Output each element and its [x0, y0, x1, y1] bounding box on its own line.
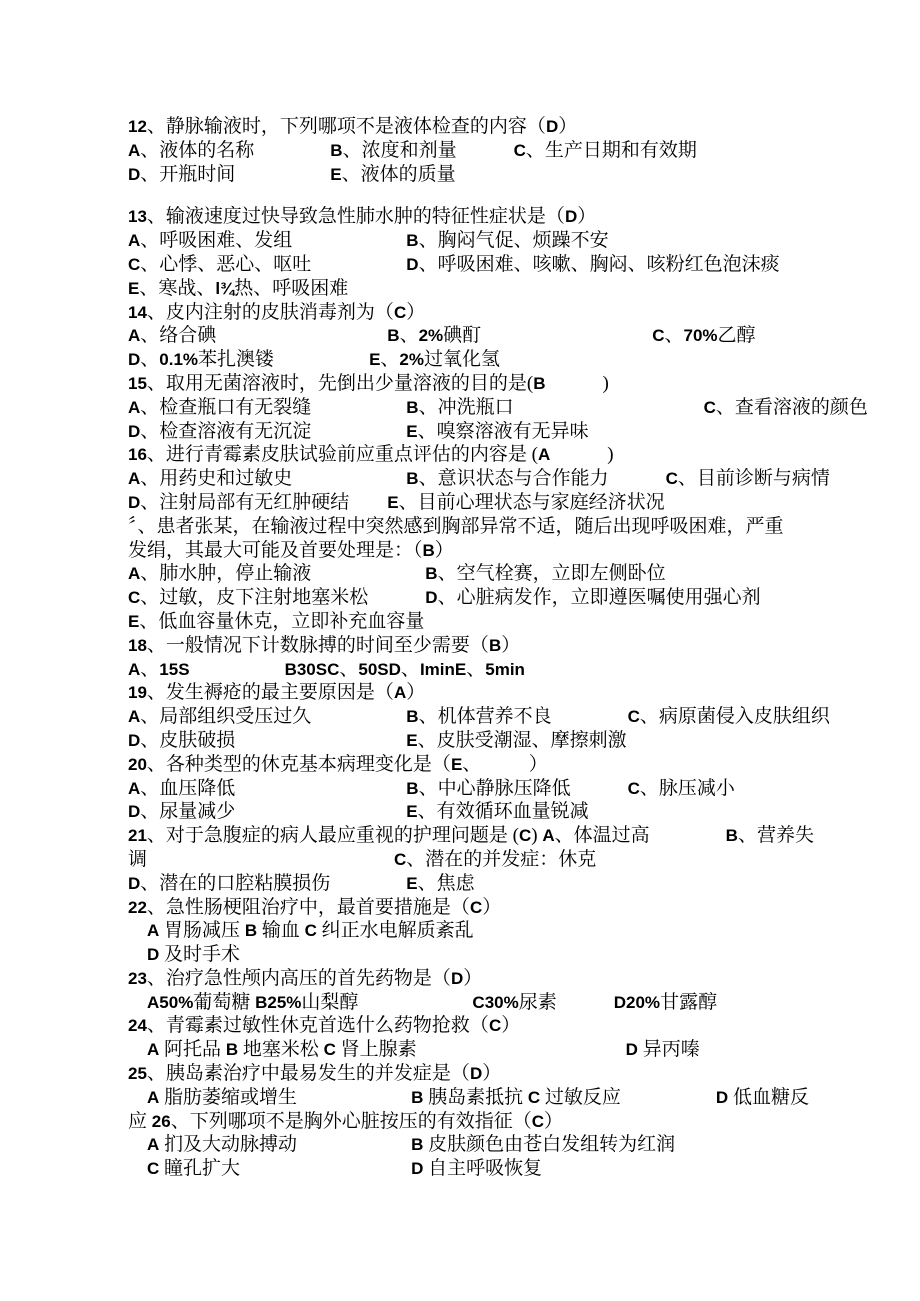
text-line: A50%葡萄糖 B25%山梨醇 C30%尿素 D20%甘露醇	[147, 991, 718, 1013]
text-line: 18、一般情况下计数脉搏的时间至少需要（B）	[128, 634, 521, 656]
text-line: E、低血容量休克，立即补充血容量	[128, 610, 425, 632]
text-line: A 阿托品 B 地塞米松 C 肾上腺素 D 异丙嗪	[147, 1039, 700, 1061]
text-line: 〞、患者张某，在输液过程中突然感到胸部异常不适，随后出现呼吸困难，严重	[128, 515, 784, 537]
text-line: C、心悸、恶心、呕吐 D、呼吸困难、咳嗽、胸闷、咳粉红色泡沫痰	[128, 253, 780, 275]
text-line: 15、取用无菌溶液时，先倒出少量溶液的目的是(B )	[128, 372, 609, 394]
blank-line	[128, 186, 892, 205]
text-line: 25、胰岛素治疗中最易发生的并发症是（D）	[128, 1063, 502, 1085]
text-line: A、血压降低 B、中心静脉压降低 C、脉压减小	[128, 777, 735, 799]
text-line: D、尿量减少 E、有效循环血量锐减	[128, 801, 589, 823]
text-line: A、络合碘 B、2%碘酊 C、70%乙醇	[128, 325, 756, 347]
text-line: A、局部组织受压过久 B、机体营养不良 C、病原菌侵入皮肤组织	[128, 706, 830, 728]
text-line: A、肺水肿，停止输液 B、空气栓赛，立即左侧卧位	[128, 563, 666, 585]
text-line: D 及时手术	[147, 944, 241, 966]
text-line: 应 26、下列哪项不是胸外心脏按压的有效指征（C）	[128, 1110, 563, 1132]
text-line: D、注射局部有无红肿硬结 E、目前心理状态与家庭经济状况	[128, 491, 665, 513]
text-line: 12、静脉输液时，下列哪项不是液体检查的内容（D）	[128, 116, 578, 137]
text-line: A 胃肠减压 B 输血 C 纠正水电解质紊乱	[147, 920, 474, 942]
text-line: C 瞳孔扩大 D 自主呼吸恢复	[147, 1158, 543, 1180]
text-line: D、潜在的口腔粘膜损伤 E、焦虑	[128, 872, 475, 894]
text-line: A、用药史和过敏史 B、意识状态与合作能力 C、目前诊断与病情	[128, 468, 830, 490]
text-line: A、15S B30SC、50SD、IminE、5min	[128, 658, 525, 680]
text-line: D、开瓶时间 E、液体的质量	[128, 163, 456, 185]
text-line: 16、进行青霉素皮肤试验前应重点评估的内容是 (A )	[128, 444, 614, 466]
text-line: A、呼吸困难、发组 B、胸闷气促、烦躁不安	[128, 230, 609, 252]
text-line: A、检查瓶口有无裂缝 B、冲洗瓶口 C、查看溶液的颜色	[128, 396, 868, 418]
text-line: A 脂肪萎缩或增生 B 胰岛素抵抗 C 过敏反应 D 低血糖反	[147, 1086, 809, 1108]
text-line: A 扪及大动脉搏动 B 皮肤颜色由苍白发组转为红润	[147, 1134, 676, 1156]
text-line: 21、对于急腹症的病人最应重视的护理问题是 (C) A、体温过高 B、营养失	[128, 825, 814, 847]
text-line: C、过敏，皮下注射地塞米松 D、心脏病发作，立即遵医嘱使用强心剂	[128, 587, 761, 609]
text-line: 20、各种类型的休克基本病理变化是（E、 ）	[128, 753, 548, 775]
text-line: D、0.1%苯扎澳镂 E、2%过氧化氢	[128, 349, 501, 371]
text-line: 13、输液速度过快导致急性肺水肿的特征性症状是（D）	[128, 206, 597, 228]
text-line: 19、发生褥疮的最主要原因是（A）	[128, 682, 426, 704]
text-line: 22、急性肠梗阻治疗中，最首要措施是（C）	[128, 896, 502, 918]
text-line: 14、皮内注射的皮肤消毒剂为（C）	[128, 301, 426, 323]
text-line: D、皮肤破损 E、皮肤受潮湿、摩擦刺激	[128, 729, 627, 751]
text-line: 调 C、潜在的并发症：休克	[128, 848, 597, 870]
text-line: 24、青霉素过敏性休克首选什么药物抢救（C）	[128, 1015, 521, 1037]
document-text-block	[128, 115, 892, 1181]
text-line: 发绢，其最大可能及首要处理是：（B）	[128, 539, 454, 561]
text-line: D、检查溶液有无沉淀 E、嗅察溶液有无异味	[128, 420, 589, 442]
text-line: 23、治疗急性颅内高压的首先药物是（D）	[128, 967, 483, 989]
text-line: E、寒战、l¾热、呼吸困难	[128, 277, 349, 299]
text-line: A、液体的名称 B、浓度和剂量 C、生产日期和有效期	[128, 139, 697, 161]
